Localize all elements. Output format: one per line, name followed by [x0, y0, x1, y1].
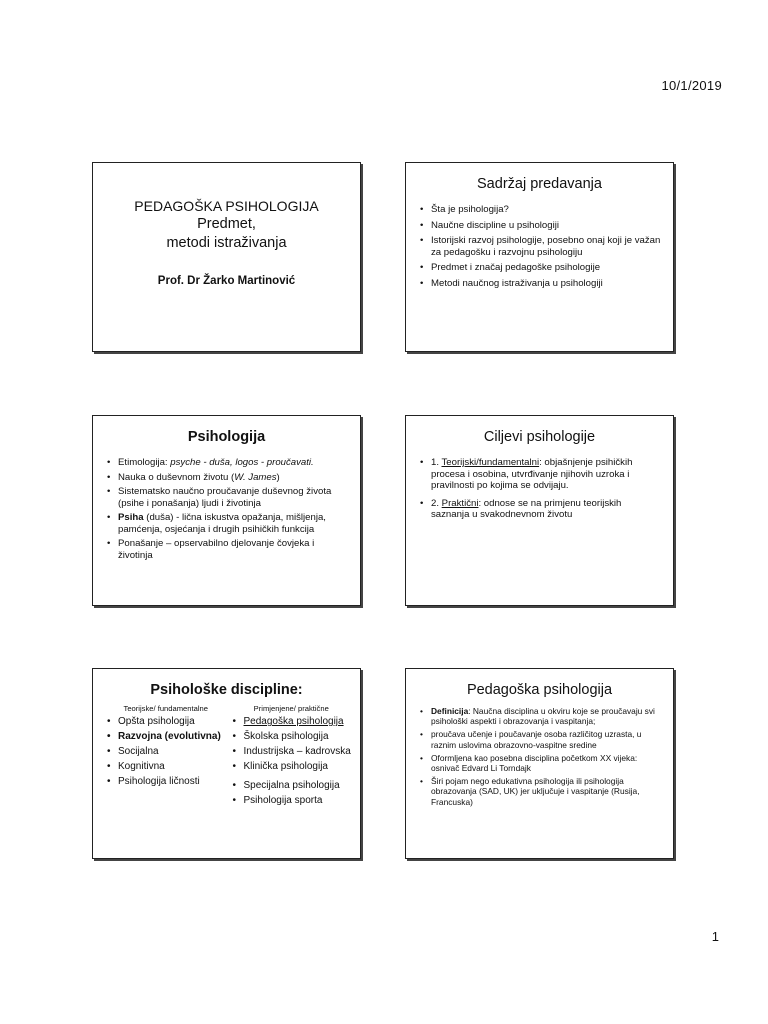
item-italic-text: W. James [234, 471, 277, 483]
item-text: : objašnjenje psihičkih procesa i osobina, utvrđivanje njihovih uzroka i pravilnosti po kojima se odvijaju. [431, 457, 633, 491]
item-bold-text: Definicija [431, 706, 469, 716]
item-bold-text: Psiha [118, 512, 144, 523]
slide-heading: Ciljevi psihologije [483, 429, 596, 445]
slide-heading: Psihološke discipline: [150, 682, 303, 698]
column-heading: Primjenjene/ praktične [253, 704, 329, 713]
slide-psychology [92, 415, 361, 606]
list-item: • Kognitivna [107, 761, 229, 773]
list-item: • Opšta psihologija [107, 716, 229, 728]
list-item: • Sistematsko naučno proučavanje duševnog života (psihe i ponašanja) ljudi i životinja [107, 486, 348, 509]
pedagogical-list [406, 706, 673, 807]
slide-heading: Sadržaj predavanja [477, 176, 602, 192]
list-item [420, 498, 661, 521]
list-item: • Školska psihologija [233, 731, 355, 743]
applied-column [229, 704, 355, 810]
list-item: • Pedagoška psihologija [233, 716, 355, 728]
column-heading: Teorijske/ fundamentalne [123, 704, 208, 713]
list-item: • Klinička psihologija [233, 761, 355, 773]
slide-heading: Psihologija [187, 429, 266, 445]
list-item [420, 457, 661, 492]
list-item: • Oformljena kao posebna disciplina početkom XX vijeka: osnivač Edvard Li Torndajk [420, 753, 661, 773]
list-item: • Predmet i značaj pedagoške psihologije [420, 262, 661, 274]
disciplines-columns [93, 704, 360, 810]
slide-heading: Pedagoška psihologija [466, 682, 613, 698]
applied-list [229, 716, 355, 807]
list-item: • Širi pojam nego edukativna psihologija ili psihologija obrazovanja (SAD, UK) jer uključuje i vaspitanje (Rusija, Francuska) [420, 776, 661, 807]
list-item: • Istorijski razvoj psihologije, posebno onaj koji je važan za pedagošku i razvojnu psihologiju [420, 235, 661, 258]
list-item: • proučava učenje i poučavanje osoba različitog uzrasta, u raznim uslovima obrazovno-vaspitne sredine [420, 729, 661, 749]
slide-disciplines [92, 668, 361, 859]
list-item: • Šta je psihologija? [420, 204, 661, 216]
list-item: • Ponašanje – opservabilno djelovanje čovjeka i životinja [107, 538, 348, 561]
item-number: 1. [431, 457, 442, 468]
item-text: (duša) - lična iskustva opažanja, mišljenja, pamćenja, osjećanja i drugih psihičkih funkcija [118, 512, 326, 535]
item-number: 2. [431, 497, 442, 509]
author-name: Prof. Dr Žarko Martinović [157, 275, 296, 287]
item-italic-text: psyche - duša, logos - proučavati. [170, 457, 314, 468]
list-item [420, 706, 661, 726]
item-underlined-text: Praktični [441, 497, 479, 509]
psychology-list [93, 457, 360, 561]
theoretical-list [103, 716, 229, 788]
item-text: Nauka o duševnom životu ( [118, 471, 235, 483]
item-text: ) [276, 471, 280, 483]
list-item [107, 457, 348, 469]
slide-title [92, 162, 361, 352]
list-item: • Razvojna (evolutivna) [107, 731, 229, 743]
goals-list [406, 457, 673, 521]
slide-contents [405, 162, 674, 352]
list-item: • Metodi naučnog istraživanja u psihologiji [420, 278, 661, 290]
page-number: 1 [711, 929, 719, 944]
item-text: : odnose se na primjenu teorijskih saznanja u svakodnevnom životu [431, 497, 622, 520]
item-text: : Naučna disciplina u okviru koje se proučavaju svi psihološki aspekti i obrazovanja i vaspitanja; [431, 706, 655, 727]
list-item: • Industrijska – kadrovska [233, 746, 355, 758]
theoretical-column [103, 704, 229, 810]
list-item [107, 472, 348, 484]
page-date: 10/1/2019 [661, 78, 722, 93]
item-text: Etimologija: [118, 457, 171, 468]
course-subtitle-line2: metodi istraživanja [166, 235, 287, 251]
course-title: PEDAGOŠKA PSIHOLOGIJA [134, 198, 319, 214]
course-subtitle-line1: Predmet, [197, 216, 256, 232]
slide-pedagogical-psychology [405, 668, 674, 859]
item-underlined-text: Teorijski/fundamentalni [441, 457, 540, 468]
slide-goals [405, 415, 674, 606]
contents-list [406, 204, 673, 289]
list-item: • Specijalna psihologija [233, 780, 355, 792]
list-item: • Psihologija ličnosti [107, 776, 229, 788]
list-item: • Socijalna [107, 746, 229, 758]
list-item: • Naučne discipline u psihologiji [420, 220, 661, 232]
list-item [107, 512, 348, 535]
list-item: • Psihologija sporta [233, 795, 355, 807]
